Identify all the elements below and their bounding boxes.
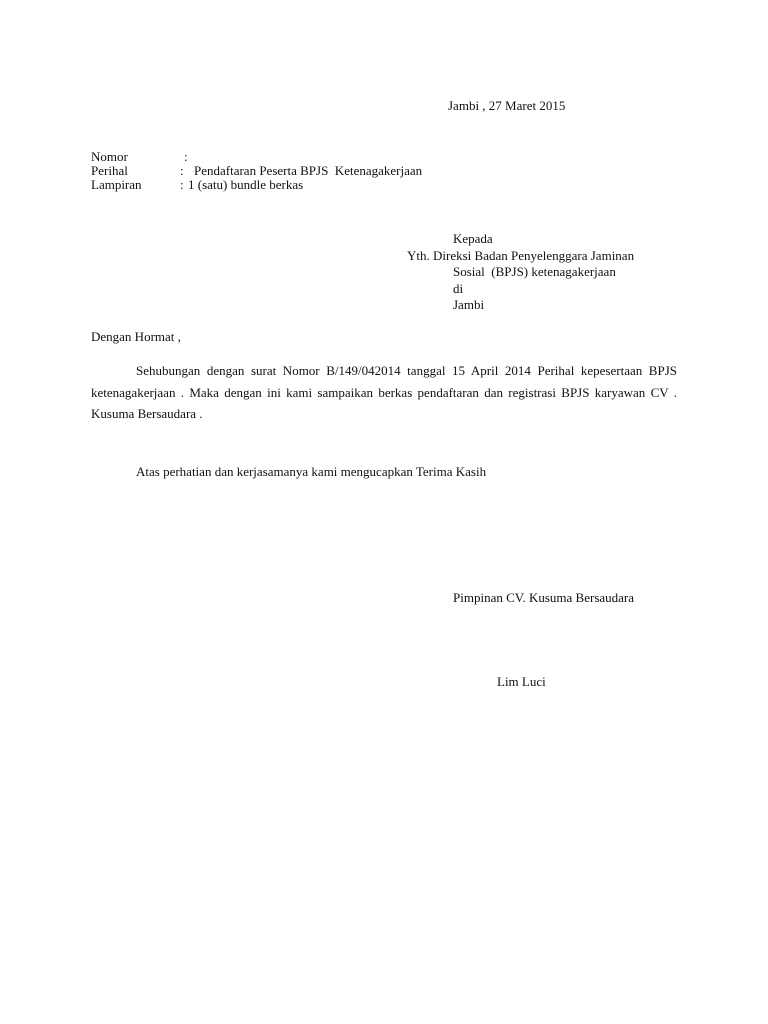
recipient-line1: Yth. Direksi Badan Penyelenggara Jaminan: [407, 248, 635, 263]
body-paragraph: Sehubungan dengan surat Nomor B/149/042014 tanggal 15 April 2014 Perihal kepesertaan BPJS ketenagakerjaan . Maka dengan ini kami sampaikan berkas pendaftaran dan registrasi BPJS karyawan CV . Kusuma Bersaudara .: [91, 363, 677, 421]
meta-label-nomor: Nomor: [91, 149, 128, 164]
meta-separator-nomor: :: [184, 149, 188, 164]
meta-label-lampiran: Lampiran: [91, 177, 142, 192]
signer-name: Lim Luci: [497, 674, 546, 689]
recipient-line2: Sosial (BPJS) ketenagakerjaan: [453, 264, 616, 279]
recipient-line3: di: [453, 281, 464, 296]
meta-separator-lampiran: :: [180, 177, 184, 192]
recipient-city: Jambi: [453, 297, 485, 312]
meta-value-perihal: Pendaftaran Peserta BPJS Ketenagakerjaan: [194, 163, 423, 178]
signer-title: Pimpinan CV. Kusuma Bersaudara: [453, 590, 635, 605]
meta-separator-perihal: :: [180, 163, 184, 178]
place-date: Jambi , 27 Maret 2015: [448, 98, 566, 113]
closing-sentence: Atas perhatian dan kerjasamanya kami mengucapkan Terima Kasih: [136, 464, 487, 479]
recipient-kepada: Kepada: [453, 231, 493, 246]
meta-label-perihal: Perihal: [91, 163, 128, 178]
salutation: Dengan Hormat ,: [91, 329, 181, 344]
meta-value-lampiran: 1 (satu) bundle berkas: [188, 177, 304, 192]
